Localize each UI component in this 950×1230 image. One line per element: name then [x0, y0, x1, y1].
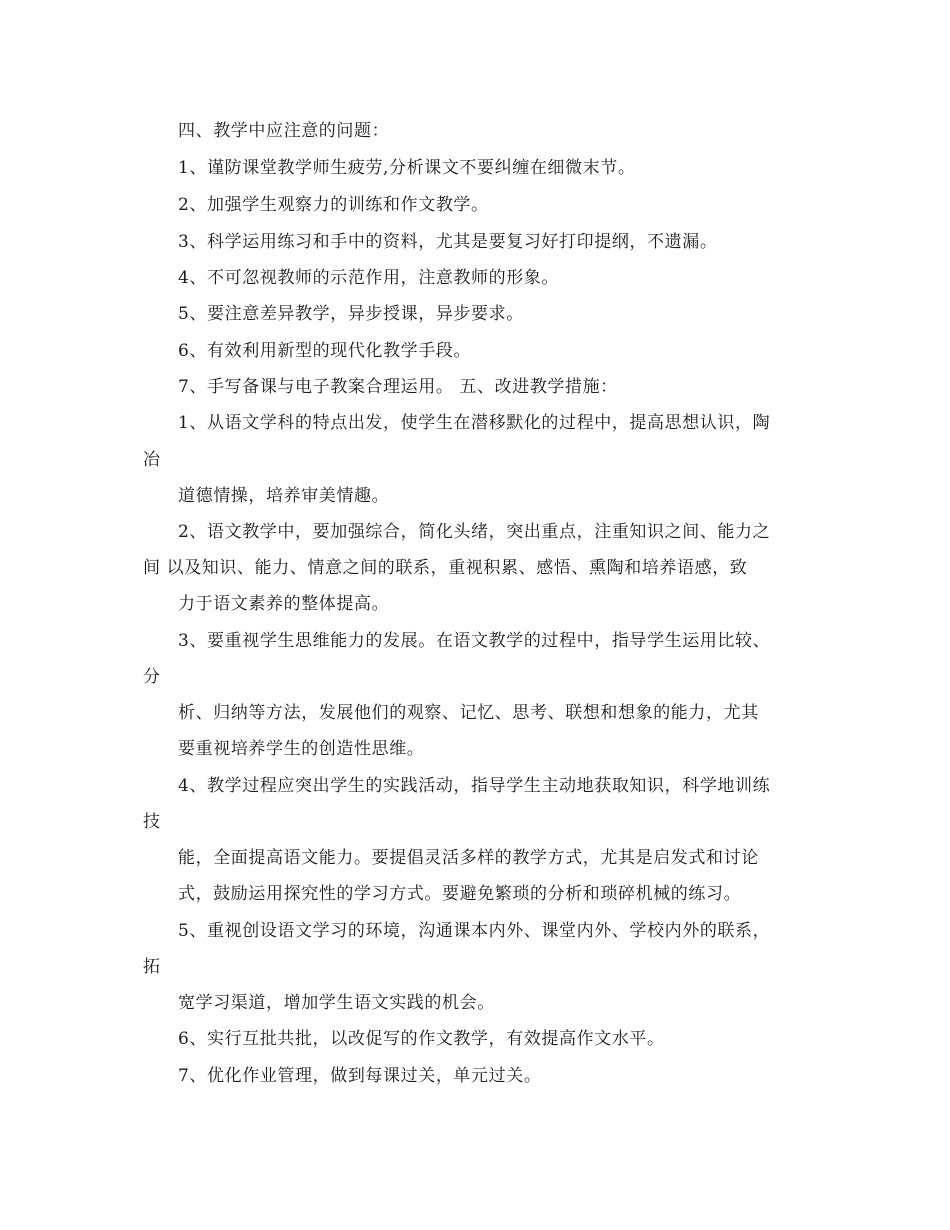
paragraph-line: 7、手写备课与电子教案合理运用。 五、改进教学措施： — [178, 377, 618, 397]
paragraph-line: 拓 — [143, 957, 161, 977]
paragraph-line: 5、要注意差异教学，异步授课，异步要求。 — [178, 304, 524, 324]
paragraph-line: 1、谨防课堂教学师生疲劳,分析课文不要纠缠在细微末节。 — [178, 158, 636, 178]
paragraph-line: 间 以及知识、能力、情意之间的联系，重视积累、感悟、熏陶和培养语感，致 — [143, 558, 748, 578]
section-heading-4: 四、教学中应注意的问题： — [178, 121, 390, 141]
paragraph-line: 1、从语文学科的特点出发，使学生在潜移默化的过程中，提高思想认识，陶 — [178, 413, 771, 433]
paragraph-line: 冶 — [143, 450, 161, 470]
paragraph-line: 3、科学运用练习和手中的资料，尤其是要复习好打印提纲，不遗漏。 — [178, 232, 718, 252]
paragraph-line: 4、教学过程应突出学生的实践活动，指导学生主动地获取知识，科学地训练 — [178, 776, 771, 796]
paragraph-line: 7、优化作业管理，做到每课过关，单元过关。 — [178, 1066, 542, 1086]
paragraph-line: 3、要重视学生思维能力的发展。在语文教学的过程中，指导学生运用比较、 — [178, 631, 771, 651]
paragraph-line: 力于语文素养的整体提高。 — [178, 594, 390, 614]
paragraph-line: 道德情操，培养审美情趣。 — [178, 486, 390, 506]
paragraph-line: 能，全面提高语文能力。要提倡灵活多样的教学方式，尤其是启发式和讨论 — [178, 848, 759, 868]
paragraph-line: 技 — [143, 812, 161, 832]
paragraph-line: 2、加强学生观察力的训练和作文教学。 — [178, 195, 489, 215]
paragraph-line: 6、有效利用新型的现代化教学手段。 — [178, 341, 472, 361]
paragraph-line: 5、重视创设语文学习的环境，沟通课本内外、课堂内外、学校内外的联系， — [178, 921, 771, 941]
paragraph-line: 4、不可忽视教师的示范作用，注意教师的形象。 — [178, 268, 560, 288]
paragraph-line: 分 — [143, 667, 161, 687]
paragraph-line: 要重视培养学生的创造性思维。 — [178, 739, 425, 759]
paragraph-line: 宽学习渠道，增加学生语文实践的机会。 — [178, 993, 495, 1013]
paragraph-line: 2、语文教学中，要加强综合，简化头绪，突出重点，注重知识之间、能力之 — [178, 522, 771, 542]
paragraph-line: 式，鼓励运用探究性的学习方式。要避免繁琐的分析和琐碎机械的练习。 — [178, 884, 742, 904]
paragraph-line: 析、归纳等方法，发展他们的观察、记忆、思考、联想和想象的能力，尤其 — [178, 703, 759, 723]
paragraph-line: 6、实行互批共批，以改促写的作文教学，有效提高作文水平。 — [178, 1029, 665, 1049]
